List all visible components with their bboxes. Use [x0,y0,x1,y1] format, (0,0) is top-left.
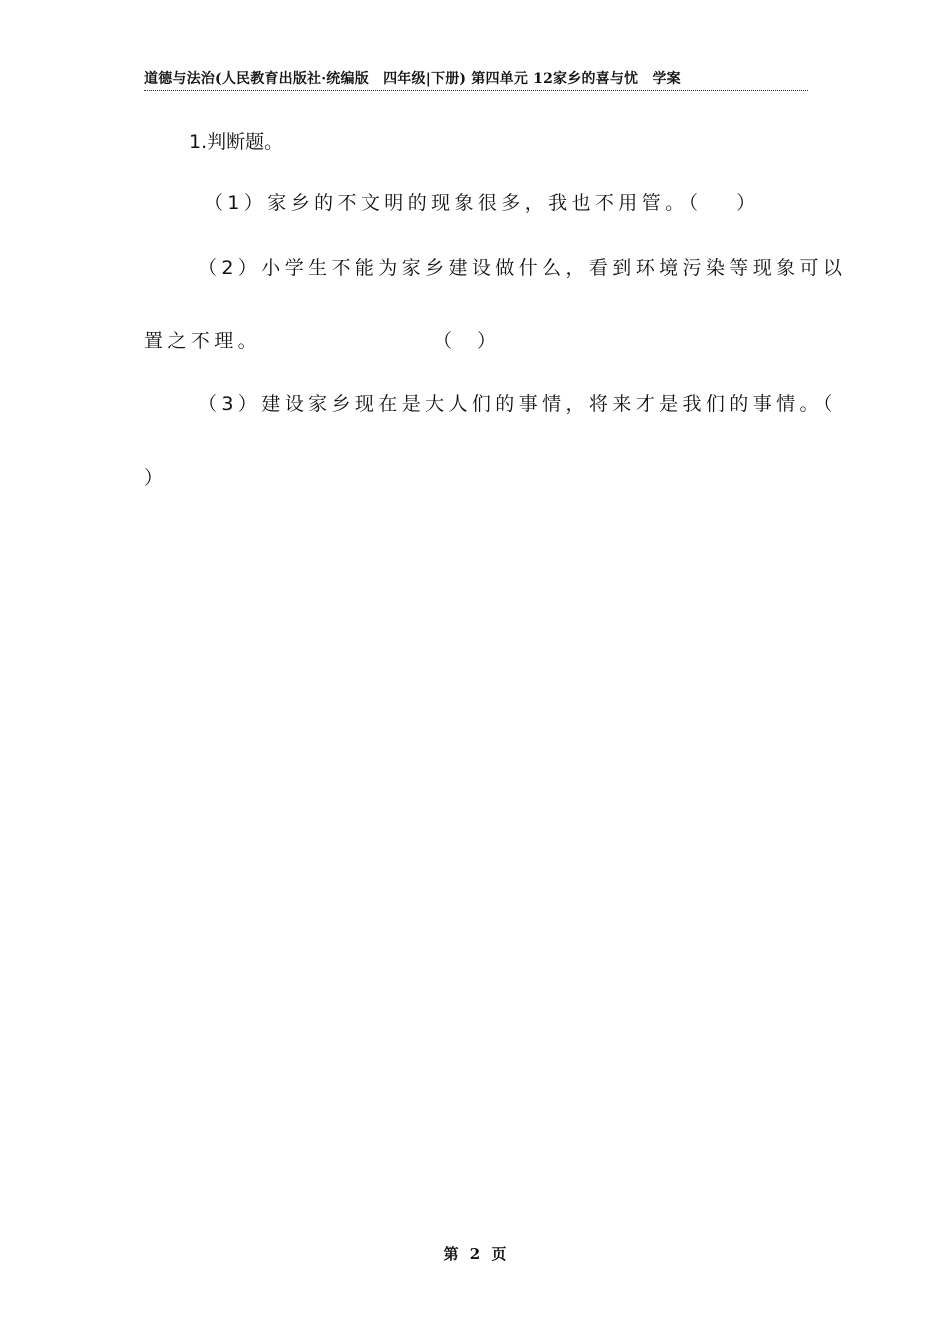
question-item-3-line-1: （3）建设家乡现在是大人们的事情，将来才是我们的事情。（ [198,393,837,415]
question-heading: 1.判断题。 [189,131,284,153]
answer-blank-2: （ ） [433,330,497,352]
page-number: 第 2 页 [443,1245,507,1263]
question-item-3-line-2: ） [144,467,164,489]
question-item-2-line-2: 置之不理。 [144,330,262,352]
question-item-2-line-1: （2）小学生不能为家乡建设做什么，看到环境污染等现象可以 [198,257,847,279]
document-header: 道德与法治(人民教育出版社·统编版 四年级|下册) 第四单元 12家乡的喜与忧 学案 [144,70,808,91]
question-item-1: （1）家乡的不文明的现象很多，我也不用管。（ ） [204,192,760,214]
